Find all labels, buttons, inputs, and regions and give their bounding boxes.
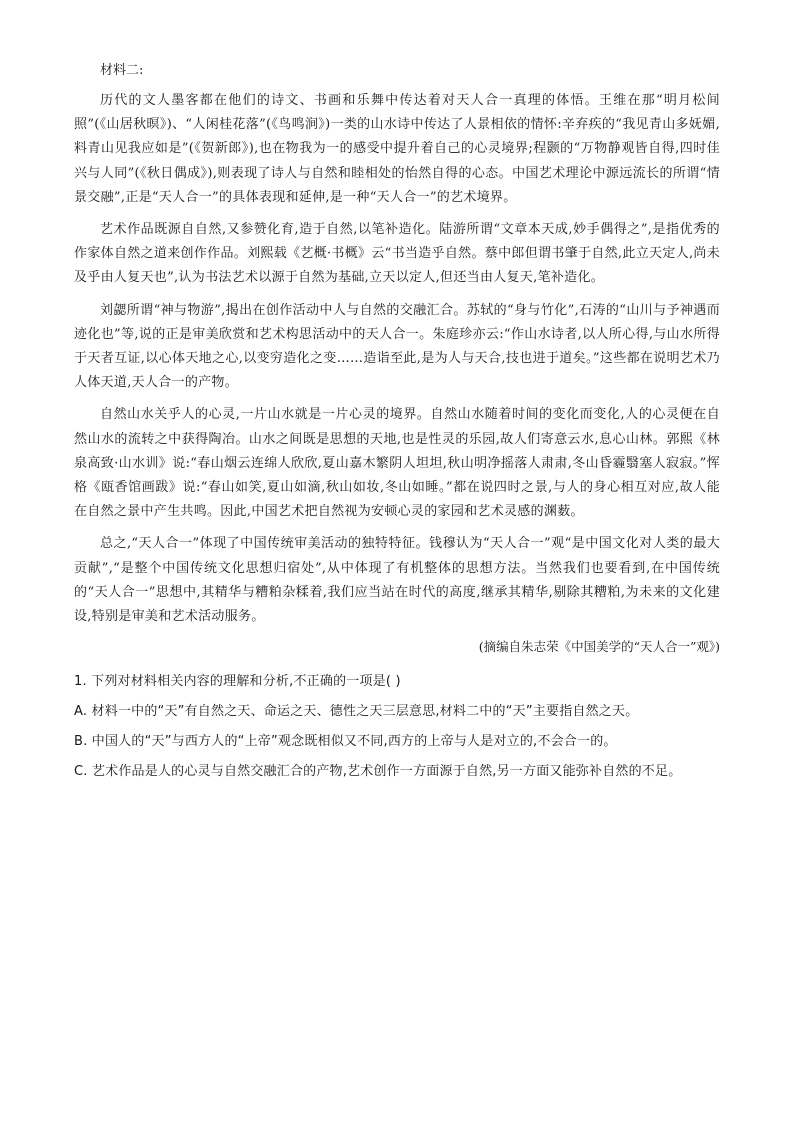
question-stem: 1. 下列对材料相关内容的理解和分析,不正确的一项是( ) bbox=[74, 674, 401, 690]
paragraph: 刘勰所谓“神与物游”,揭出在创作活动中人与自然的交融汇合。苏轼的“身与竹化”,石涛的“山川与予神遇而迹化也”等,说的正是审美欣赏和艺术构思活动中的天人合一。朱庭珍亦云:“作山水诗者,以人所心得,与山水所得于天者互证,以心体天地之心,以变穷造化之变……造诣至此,是为人与天合,技也进于道矣。”这些都在说明艺术乃人体天道,天人合一的产物。 bbox=[74, 302, 720, 391]
paragraph: 历代的文人墨客都在他们的诗文、书画和乐舞中传达着对天人合一真理的体悟。王维在那“明月松间照”(《山居秋暝》)、“人闲桂花落”(《鸟鸣涧》)一类的山水诗中传达了人景相依的情怀:辛弃疾的“我见青山多妩媚,料青山见我应如是”(《贺新郎》),也在物我为一的感受中提升着自己的心灵境界;程颢的“万物静观皆自得,四时佳兴与人同”(《秋日偶成》),则表现了诗人与自然和睦相处的怡然自得的心态。中国艺术理论中源远流长的所谓“情景交融”,正是“天人合一”的具体表现和延伸,是一种“天人合一”的艺术境界。 bbox=[74, 93, 720, 205]
document-page bbox=[74, 61, 720, 787]
paragraph: 总之,“天人合一”体现了中国传统审美活动的独特特征。钱穆认为“天人合一”观“是中国文化对人类的最大贡献”,“是整个中国传统文化思想归宿处”,从中体现了有机整体的思想方法。当然我们也要看到,在中国传统的“天人合一”思想中,其精华与糟粕杂糅着,我们应当站在时代的高度,继承其精华,剔除其糟粕,为未来的文化建设,特别是审美和艺术活动服务。 bbox=[74, 536, 720, 625]
option-c: C. 艺术作品是人的心灵与自然交融汇合的产物,艺术创作一方面源于自然,另一方面又能弥补自然的不足。 bbox=[74, 764, 682, 780]
source-citation: (摘编自朱志荣《中国美学的“天人合一”观》) bbox=[478, 639, 720, 655]
paragraph: 自然山水关乎人的心灵,一片山水就是一片心灵的境界。自然山水随着时间的变化而变化,人的心灵便在自然山水的流转之中获得陶冶。山水之间既是思想的天地,也是性灵的乐园,故人们寄意云水,息心山林。郭熙《林泉高致·山水训》说:“春山烟云连绵人欣欣,夏山嘉木繁阴人坦坦,秋山明净摇落人肃肃,冬山昏霾翳塞人寂寂。”恽格《瓯香馆画跋》说:“春山如笑,夏山如滴,秋山如妆,冬山如睡。”都在说四时之景,与人的身心相互对应,故人能在自然之景中产生共鸣。因此,中国艺术把自然视为安顿心灵的家园和艺术灵感的渊薮。 bbox=[74, 407, 720, 520]
option-b: B. 中国人的“天”与西方人的“上帝”观念既相似又不同,西方的上帝与人是对立的,不会合一的。 bbox=[74, 734, 617, 750]
option-a: A. 材料一中的“天”有自然之天、命运之天、德性之天三层意思,材料二中的“天”主要指自然之天。 bbox=[74, 704, 639, 720]
paragraph: 艺术作品既源自自然,又参赞化育,造于自然,以笔补造化。陆游所谓“文章本天成,妙手偶得之”,是指优秀的作家体自然之道来创作作品。刘熙载《艺概·书概》云“书当造乎自然。蔡中郎但谓书肇于自然,此立天定人,尚未及乎由人复天也”,认为书法艺术以源于自然为基础,立天以定人,但还当由人复天,笔补造化。 bbox=[74, 222, 720, 286]
material-label: 材料二: bbox=[100, 63, 144, 78]
